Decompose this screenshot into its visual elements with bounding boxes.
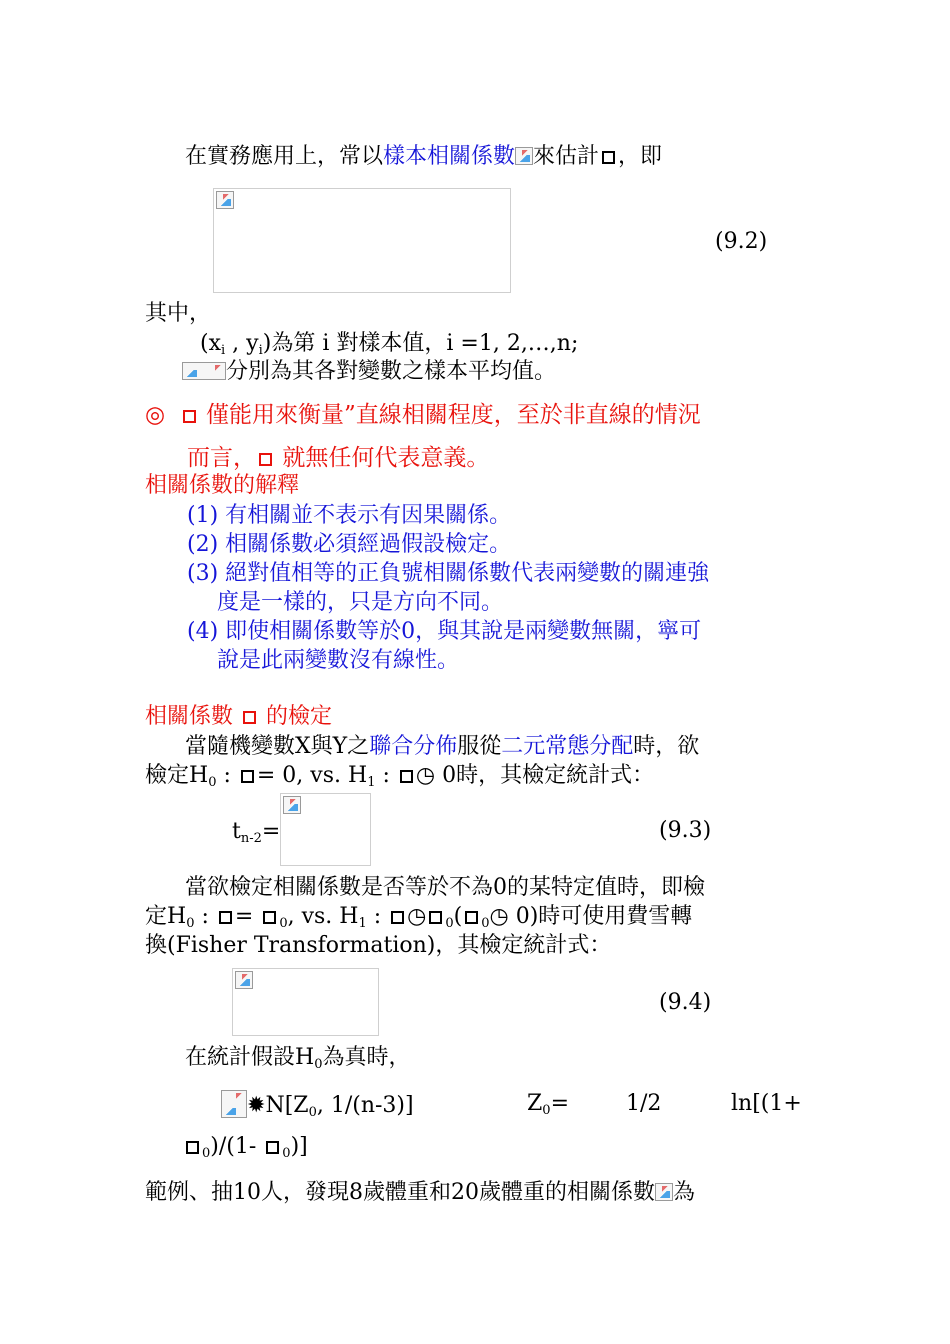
test-title-text: 相關係數 xyxy=(145,704,240,729)
z-text: Z xyxy=(527,1091,543,1116)
rho0-subscript: 0 xyxy=(279,916,288,931)
h0-true-line xyxy=(185,1044,410,1079)
approx-icon: ✹ xyxy=(247,1093,266,1118)
half-label: 1/2 xyxy=(626,1091,662,1116)
not-equal-icon: ◷ xyxy=(489,904,509,929)
broken-image-icon xyxy=(216,191,234,209)
formula-9-3-image xyxy=(280,793,371,866)
rho0-subscript: 0 xyxy=(282,1146,291,1161)
dist2-text: )/(1- xyxy=(210,1134,264,1159)
sample-correlation-link[interactable]: 樣本相關係數 xyxy=(383,144,516,169)
where-label: 其中， xyxy=(145,301,212,326)
rho0-subscript: 0 xyxy=(445,916,454,931)
note-text: 僅能用來衡量”直線相關程度，至於非直線的情況 xyxy=(206,402,701,428)
interpretation-item-2: (2) 相關係數必須經過假設檢定。 xyxy=(187,532,512,557)
test-text-4: 檢定H xyxy=(145,763,209,788)
fisher-text: 定H xyxy=(145,904,187,929)
rho0-subscript: 0 xyxy=(481,916,490,931)
equation-number-9-4: (9.4) xyxy=(659,990,712,1015)
rho-symbol-icon xyxy=(263,911,276,924)
intro-text-3: ，即 xyxy=(618,144,663,169)
z-equals: = xyxy=(550,1091,570,1116)
h0-subscript: 0 xyxy=(186,916,195,931)
distribution-line-2 xyxy=(183,1133,308,1168)
test-title xyxy=(145,703,332,731)
broken-image-icon xyxy=(182,362,226,380)
sample-mean-line xyxy=(182,358,556,386)
broken-image-icon xyxy=(515,147,533,165)
rho-symbol-icon xyxy=(186,1141,199,1154)
xy-text: (x xyxy=(200,331,221,356)
xy-subscript: i xyxy=(221,343,226,358)
note-text-3: 就無任何代表意義。 xyxy=(282,445,490,471)
rho-symbol-icon xyxy=(183,410,196,423)
intro-text-2: 來估計 xyxy=(533,144,600,169)
t-equals: = xyxy=(261,819,281,844)
fisher-paragraph-3: 換(Fisher Transformation)，其檢定統計式： xyxy=(145,933,612,958)
rho-symbol-icon xyxy=(602,151,615,164)
rho-symbol-icon xyxy=(400,770,413,783)
rho-symbol-icon xyxy=(391,911,404,924)
intro-text: 在實務應用上，常以 xyxy=(185,144,384,169)
fisher-paragraph-1: 當欲檢定相關係數是否等於不為0的某特定值時，即檢 xyxy=(185,875,705,900)
note-mark: ◎ xyxy=(145,402,166,428)
example-text: 範例、抽10人，發現8歲體重和20歲體重的相關係數 xyxy=(145,1180,655,1205)
test-text-5: : xyxy=(216,763,238,788)
rho-symbol-icon xyxy=(219,911,232,924)
note-text-2: 而言， xyxy=(187,445,256,471)
interpretation-item-3: (3) 絕對值相等的正負號相關係數代表兩變數的關連強 xyxy=(187,561,710,586)
fisher-text-5: : xyxy=(366,904,389,929)
dist-text-2: , 1/(n-3)] xyxy=(316,1093,414,1118)
broken-image-icon xyxy=(655,1183,673,1201)
h0-true-text-2: 為真時， xyxy=(322,1045,411,1070)
xy-text-2: , y xyxy=(225,331,259,356)
rho-symbol-icon xyxy=(259,453,272,466)
h0-subscript: 0 xyxy=(314,1057,323,1072)
bivariate-normal-link[interactable]: 二元常態分配 xyxy=(501,734,634,759)
dist-text: N[Z xyxy=(265,1093,309,1118)
h0-subscript: 0 xyxy=(208,775,217,790)
rho0-subscript: 0 xyxy=(202,1146,211,1161)
broken-image-icon xyxy=(283,796,301,814)
t-text: t xyxy=(232,819,241,844)
dist2-text-2: )] xyxy=(290,1134,308,1159)
formula-9-4-image xyxy=(232,968,379,1036)
not-equal-icon: ◷ xyxy=(407,904,427,929)
fisher-text-2: : xyxy=(194,904,216,929)
not-equal-icon: ◷ xyxy=(415,763,436,788)
rho-symbol-icon xyxy=(429,911,442,924)
interpretation-item-4-cont: 說是此兩變數沒有線性。 xyxy=(217,648,460,673)
h1-subscript: 1 xyxy=(358,916,367,931)
fisher-text-6: ( xyxy=(453,904,463,929)
rho-symbol-icon xyxy=(266,1141,279,1154)
z0-subscript: 0 xyxy=(542,1103,551,1118)
sample-mean-text: 分別為其各對變數之樣本平均值。 xyxy=(226,359,557,384)
rho-symbol-icon xyxy=(241,770,254,783)
xy-subscript-2: i xyxy=(258,343,263,358)
equation-number-9-2: (9.2) xyxy=(715,229,768,254)
test-paragraph-1 xyxy=(185,733,699,761)
distribution-line xyxy=(221,1090,414,1127)
note-line-2 xyxy=(187,444,489,472)
example-line xyxy=(145,1179,695,1207)
h0-true-text: 在統計假設H xyxy=(185,1045,315,1070)
test-paragraph-2 xyxy=(145,762,654,797)
fisher-text-4: , vs. H xyxy=(287,904,359,929)
test-text-8: 0時，其檢定統計式： xyxy=(435,763,655,788)
joint-distribution-link[interactable]: 聯合分佈 xyxy=(369,734,458,759)
test-text: 當隨機變數X與Y之 xyxy=(185,734,370,759)
t-statistic-label xyxy=(232,818,280,853)
z0-label xyxy=(527,1090,569,1125)
rho-symbol-icon xyxy=(465,911,478,924)
example-text-end: 為 xyxy=(673,1180,696,1205)
intro-line xyxy=(185,143,662,171)
h1-subscript: 1 xyxy=(367,775,376,790)
rho-symbol-icon xyxy=(243,711,256,724)
equation-number-9-3: (9.3) xyxy=(659,818,712,843)
fisher-text-3: = xyxy=(234,904,261,929)
t-subscript: n-2 xyxy=(240,831,262,846)
interpretation-item-1: (1) 有相關並不表示有因果關係。 xyxy=(187,503,512,528)
test-text-3: 時，欲 xyxy=(633,734,700,759)
formula-9-2-image xyxy=(213,188,511,293)
broken-image-icon xyxy=(235,971,253,989)
test-text-7: : xyxy=(375,763,397,788)
interpretation-item-3-cont: 度是一樣的，只是方向不同。 xyxy=(217,590,504,615)
test-text-6: = 0, vs. H xyxy=(256,763,368,788)
test-title-text-2: 的檢定 xyxy=(259,704,332,729)
xy-text-3: )為第 i 對樣本值，i =1, 2,…,n; xyxy=(262,331,579,356)
ln-label: ln[(1+ xyxy=(731,1091,802,1116)
test-text-2: 服從 xyxy=(457,734,502,759)
interpretation-title: 相關係數的解釋 xyxy=(145,473,300,498)
z0-subscript: 0 xyxy=(308,1105,317,1120)
broken-image-icon xyxy=(221,1090,247,1118)
note-line-1 xyxy=(145,401,701,429)
interpretation-item-4: (4) 即使相關係數等於0，與其說是兩變數無關，寧可 xyxy=(187,619,702,644)
fisher-text-7: 0)時可使用費雪轉 xyxy=(508,904,693,929)
